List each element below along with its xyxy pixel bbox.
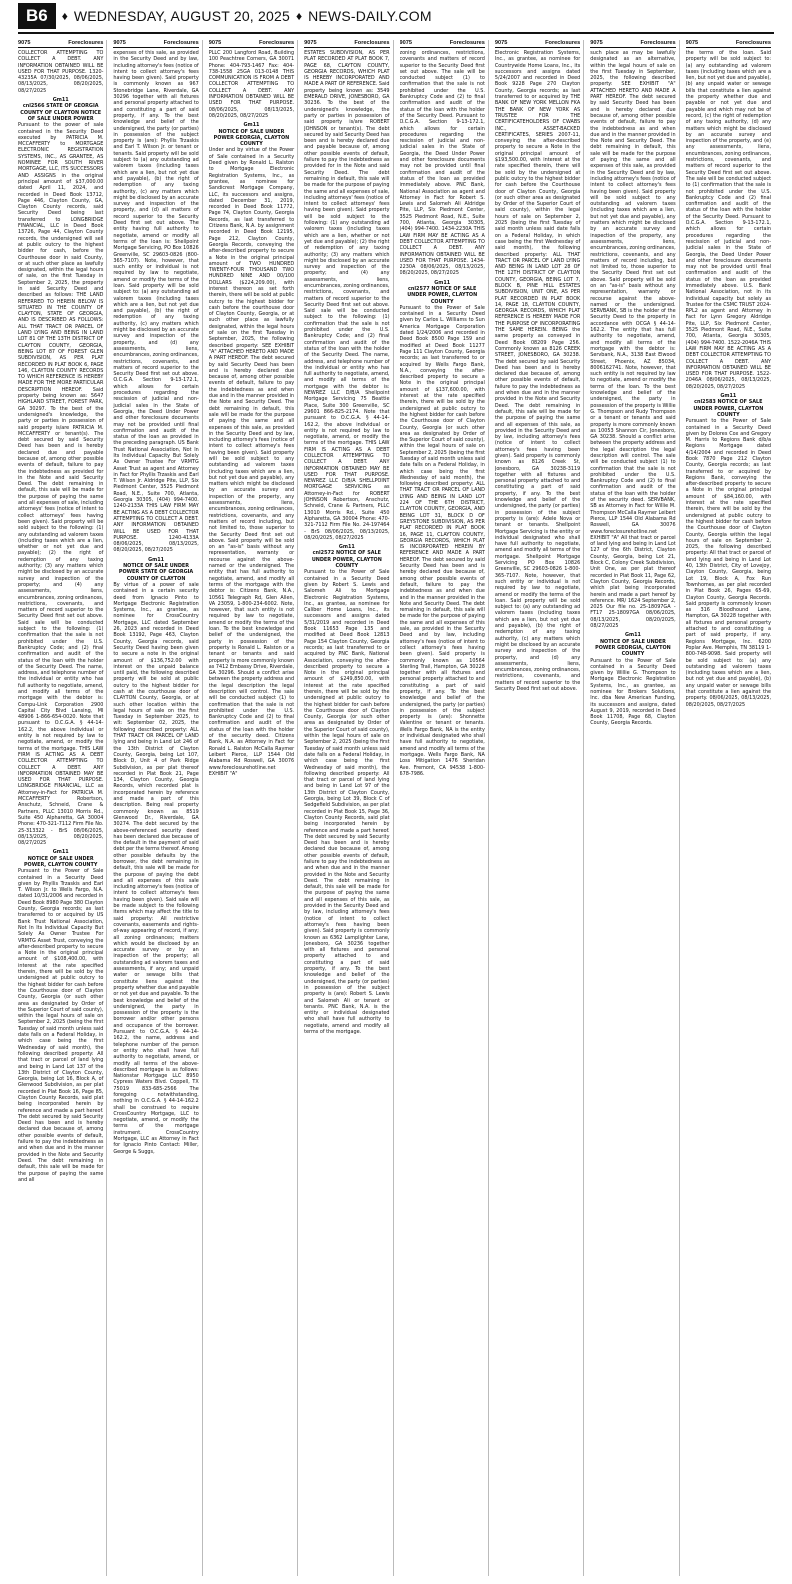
notice-id: Gm11 — [434, 279, 451, 286]
notice-text: PLLC 200 Langford Road, Building 100 Peachtree Corners, GA 30071 Phone: 404-793-1467 Fax: 404-738-1558 25GA 013-0148 THIS COMMUNICATION IS FROM A DEBT COLLECTOR ATTEMPTING TO COLLECT A DEBT. ANY INFORMATION OBTAINED WILL BE USED FOR THAT PURPOSE. 08/06/2025, 08/13/2025, 08/20/2025, 08/27/2025 — [208, 50, 295, 119]
classification-code: 9075 — [304, 40, 317, 46]
classification-code: 9075 — [208, 40, 222, 46]
column-body — [304, 50, 389, 1035]
notice-text: expenses of this sale, as provided in the Security Deed and by law, including attorney's fees (notice of intent to collect attorney's fees having been given). Said property is commonly known as 967 Stonebridge Lane, Riverdale, GA 30296 together with all fixtures and personal property attached to and constituting a part of said property, if any. To the best knowledge and belief of the undersigned, the party (or parties) in possession of the subject property is (are): Phyllis Trzaskis and Earl T. Wilson Jr. or tenant or tenants. Said property will be sold subject to (a) any outstanding ad valorem taxes (including taxes which are a lien, but not yet due and payable), (b) the right of redemption of any taxing authority, (c) any matters which might be disclosed by an accurate survey and inspection of the property, and (d) all matters of record superior to the Security Deed first set out above. The entity having full authority to negotiate, amend or modify all terms of the loan is: Shellpoint Mortgage Servicing, PO Box 10826 Greenville, SC 29603-0826 (800-365-7107). Note, however, that such entity or individual is not required by law to negotiate, amend or modify the terms of the loan. Said property will be sold subject to: (a) any outstanding ad valorem taxes (including taxes which are a lien, but not yet due and payable), (b) the right of redemption of any taxing authority, (c) any matters which might be disclosed by an accurate survey and inspection of the property, and (d) any assessments, liens, encumbrances, zoning ordinances, restrictions, covenants, and matters of record superior to the Security Deed first set out above. O.C.G.A. Section 9-13-172.1, which allows for certain procedures regarding the rescission of judicial and non-judicial sales in the State of Georgia, the Deed Under Power and other foreclosure documents may not be provided until final confirmation and audit of the status of the loan as provided in the preceding paragraph. US Bank Trust National Association, Not In Its Individual Capacity But Solely As Owner Trustee For VRMTG Asset Trust as agent and Attorney in Fact for Phyllis Trzaskis and Earl T. Wilson Jr. Aldridge Pite, LLP, Six Piedmont Center, 3525 Piedmont Road, N.E., Suite 700, Atlanta, Georgia 30305, (404) 994-7400. 1240-2133A THIS LAW FIRM MAY BE ACTING AS A DEBT COLLECTOR ATTEMPTING TO COLLECT A DEBT. ANY INFORMATION OBTAINED WILL BE USED FOR THAT PURPOSE. 1240-4133A 08/06/2025, 08/13/2025, 08/20/2025, 08/27/2025 — [113, 50, 199, 554]
classification-code: 9075 — [113, 40, 126, 46]
diamond-icon: ♦ — [295, 9, 303, 23]
notice-id: Gm11 — [148, 556, 165, 563]
legal-notice — [400, 50, 485, 277]
legal-notice — [18, 50, 103, 94]
dateline-site: NEWS-DAILY.COM — [308, 8, 432, 24]
notice-text: zoning ordinances, restrictions, covenants and matters of record superior to the Security Deed first set out above. The sale will be conducted subject (1) to confirmation that the sale is not prohibited under the U.S. Bankruptcy Code and (2) to final confirmation and audit of the status of the loan with the holder of the Security Deed. Pursuant to O.C.G.A. Section 9-13-172.1, which allows for certain procedures regarding the rescission of judicial and non-judicial sales in the State of Georgia, the Deed Under Power and other foreclosure documents may not be provided until final confirmation and audit of the status of the loan as provided immediately above. PNC Bank, National Association as agent and Attorney in Fact for Robert S. Lewis and Salomeh Ali Aldridge Pite, LLP, Six Piedmont Center, 3525 Piedmont Road, N.E., Suite 700, Atlanta, Georgia 30305, (404) 994-7400. 1434-2230A THIS LAW FIRM MAY BE ACTING AS A DEBT COLLECTOR ATTEMPTING TO COLLECT A DEBT. ANY INFORMATION OBTAINED WILL BE USED FOR THAT PURPOSE. 1434-2230A 08/06/2025, 08/13/2025, 08/20/2025, 08/27/2025 — [399, 50, 485, 277]
masthead — [0, 0, 792, 32]
legal-notice — [495, 50, 580, 692]
legal-notice — [304, 50, 389, 541]
classification-label: Foreclosures — [163, 40, 199, 46]
column-body — [495, 50, 580, 692]
notice-text: Under and by virtue of the Power of Sale contained in a Security Deed given by Ronald L. Ralston to Mortgage Electronic Registration Systems, Inc., as grantee, as nominee for Sandicrest Mortgage Company, LLC, its successors and assigns, dated December 31, 2019, recorded in Deed Book 11772, Page 74, Clayton County, Georgia Records, as last transferred to Citizens Bank, N.A. by assignment recorded in Deed Book 12195, Page 212, Clayton County, Georgia Records, conveying the after-described property to secure a Note in the original principal amount of TWO HUNDRED TWENTY-FOUR THOUSAND TWO HUNDRED NINE AND 00/100 DOLLARS ($224,209.00), with interest thereon as set forth therein, there will be sold at public outcry to the highest bidder for cash before the courthouse door of Clayton County, Georgia, or at such other place as lawfully designated, within the legal hours of sale on the first Tuesday in September, 2025, the following described property: SEE EXHIBIT "A" ATTACHED HERETO AND MADE A PART HEREOF. The debt secured by said Security Deed has been and is hereby declared due because of, among other possible events of default, failure to pay the indebtedness as and when due and in the manner provided in the Note and Security Deed. The debt remaining in default, this sale will be made for the purpose of paying the same and all expenses of this sale, as provided in the Security Deed and by law, including attorney's fees (notice of intent to collect attorney's fees having been given). Said property will be sold subject to any outstanding ad valorem taxes (including taxes which are a lien, but not yet due and payable), any matters which might be disclosed by an accurate survey and inspection of the property, any assessments, liens, encumbrances, zoning ordinances, restrictions, covenants, and any matters of record including, but not limited to, those superior to the Security Deed first set out above. Said property will be sold on an "as-is" basis without any representation, warranty or recourse against the above-named or the undersigned. The entity that has full authority to negotiate, amend, and modify all terms of the mortgage with the debtor is: Citizens Bank, N.A., 10561 Telegraph Rd, Glen Allen, VA 23059, 1-800-234-6002. Note, however, that such entity is not required by law to negotiate, amend or modify the terms of the loan. To the best knowledge and belief of the undersigned, the party in possession of the property is Ronald L. Ralston or a tenant or tenants and said property is more commonly known as 7412 Embassy Drive, Riverdale, GA 30296. Should a conflict arise between the property address and the legal description the legal description will control. The sale will be conducted subject (1) to confirmation that the sale is not prohibited under the U.S. Bankruptcy Code and (2) to final confirmation and audit of the status of the loan with the holder of the security deed. Citizens Bank, N.A. as Attorney in Fact for Ronald L. Ralston McCalla Raymer Leibert Pierce, LLP 1544 Old Alabama Rd Roswell, GA 30076 www.foreclosurehotline.net EXHIBIT "A" — [208, 147, 295, 777]
notice-column — [209, 40, 298, 1576]
notice-text: Pursuant to the Power of Sale contained in a Security Deed given by Carlos L. Williams to Sun America Mortgage Corporation dated 1/24/2006 and recorded in Deed Book 8500 Page 159 and modified at Deed Book 11277 Page 111 Clayton County, Georgia records; as last transferred to or acquired by Wells Fargo Bank, N.A., conveying the after-described property to secure a Note in the original principal amount of $137,600.00, with interest at the rate specified therein, there will be sold by the undersigned at public outcry to the highest bidder for cash before the Courthouse door of Clayton County, Georgia (or such other area as designated by Order of the Superior Court of said county), within the legal hours of sale on September 2, 2025 (being the first Tuesday of said month unless said date falls on a Federal Holiday, in which case being the first Wednesday of said month), the following described property: ALL THAT TRACT OR PARCEL OF LAND LYING AND BEING IN LAND LOT 224 OF THE 6TH DISTRICT, CLAYTON COUNTY, GEORGIA, AND BEING LOT 31, BLOCK D OF GREYSTONE SUBDIVISION, AS PER PLAT RECORDED IN PLAT BOOK 16, PAGE 11, CLAYTON COUNTY, GEORGIA RECORDS, WHICH PLAT IS INCORPORATED HEREIN BY REFERENCE AND MADE A PART HEREOF. The debt secured by said Security Deed has been and is hereby declared due because of, among other possible events of default, failure to pay the indebtedness as and when due and in the manner provided in the Note and Security Deed. The debt remaining in default, this sale will be made for the purpose of paying the same and all expenses of this sale, as provided in the Security Deed and by law, including attorney's fees (notice of intent to collect attorney's fees having been given). Said property is commonly known as 10564 Sterling Trail, Hampton, GA 30228 together with all fixtures and personal property attached to and constituting a part of said property, if any. To the best knowledge and belief of the undersigned, the party (or parties) in possession of the subject property is (are): Shonnette Valentine or tenant or tenants. Wells Fargo Bank, NA is the entity or individual designated who shall have full authority to negotiate, amend and modify all terms of the mortgage. Wells Fargo Bank, NA Loss Mitigation 1476 Sheridan Ave. Fremont, CA 94538 1-800-678-7986. — [399, 304, 485, 777]
classification-code: 9075 — [399, 40, 412, 46]
notice-text: Pursuant to the Power of Sale contained in a Security Deed given by Phyllis Trzaskis and Earl T. Wilson Jr. to Wells Fargo, N.A. dated 10/31/2006 and recorded in Deed Book 8980 Page 380 Clayton County, Georgia records; as last transferred to or acquired by US Bank Trust National Association, Not In Its Individual Capacity But Solely As Owner Trustee For VRMTG Asset Trust, conveying the after-described property to secure a Note in the original principal amount of $108,400.00, with interest at the rate specified therein, there will be sold by the undersigned at public outcry to the highest bidder for cash before the Courthouse door of Clayton County, Georgia (or such other area as designated by Order of the Superior Court of said county), within the legal hours of sale on September 2, 2025 (being the first Tuesday of said month unless said date falls on a Federal Holiday, in which case being the first Wednesday of said month), the following described property: All that tract or parcel of land lying and being in Land Lot 137 of the 13th District of Clayton County, Georgia, being Lot 16, Block A, of Glenwood Subdivision, as per plat recorded in Plat Book 16, Page 85, Clayton County Records, said plat being incorporated herein by reference and made a part hereof. The debt secured by said Security Deed has been and is hereby declared due because of, among other possible events of default, failure to pay the indebtedness as and when due and in the manner provided in the Note and Security Deed. The debt remaining in default, this sale will be made for the purpose of paying the same and all — [18, 868, 104, 1183]
masthead-rule — [18, 32, 774, 34]
column-header — [495, 40, 580, 48]
notice-column — [495, 40, 584, 1576]
legal-notice — [18, 849, 103, 1183]
notice-id: Gm11 — [624, 632, 641, 639]
classification-label: Foreclosures — [258, 40, 295, 46]
classification-label: Foreclosures — [545, 40, 581, 46]
notice-text: Pursuant to the Power of Sale contained in a Security Deed given by Dolores Cox and Gregory M. Harris to Regions Bank d/b/a Regions Mortgage dated 4/14/2004 and recorded in Deed Book 7870 Page 212 Clayton County, Georgia records; as last transferred to or acquired by Regions Bank, conveying the after-described property to secure a Note in the original principal amount of $84,160.00, with interest at the rate specified therein, there will be sold by the undersigned at public outcry to the highest bidder for cash before the Courthouse door of Clayton County, Georgia within the legal hours of sale on September 2, 2025, the following described property: All that tract or parcel of land lying and being in Land Lot 40, 13th District, City of Lovejoy, Clayton County, Georgia, being Lot 19, Block A, Fox Run Townhomes, as per plat recorded in Plat Book 26, Pages 65-69, Clayton County, Georgia Records. Said property is commonly known as 316 Bloodhound Lane, Hampton, GA 30228 together with all fixtures and personal property attached to and constituting a part of said property, if any. Regions Mortgage, Inc. 6200 Poplar Ave. Memphis, TN 38119 1-800-748-9098. Said property will be sold subject to: (a) any outstanding ad valorem taxes (including taxes which are a lien, but not yet due and payable), (b) any unpaid water or sewage bills that constitute a lien against the property. 08/06/2025, 08/13/2025, 08/20/2025, 08/27/2025 — [685, 418, 771, 708]
classification-label: Foreclosures — [640, 40, 676, 46]
notice-text: the terms of the loan. Said property will be sold subject to: (a) any outstanding ad valorem taxes (including taxes which are a lien, but not yet due and payable), (b) any unpaid water or sewage bills that constitute a lien against the property whether due and payable or not yet due and payable and which may not be of record, (c) the right of redemption of any taxing authority, (d) any matters which might be disclosed by an accurate survey and inspection of the property, and (e) any assessments, liens, encumbrances, zoning ordinances, restrictions, covenants, and matters of record superior to the Security Deed first set out above. The sale will be conducted subject to (1) confirmation that the sale is not prohibited under the U.S. Bankruptcy Code and (2) final confirmation and audit of the status of the loan with the holder of the Security Deed. Pursuant to O.C.G.A. Section 9-13-172.1, which allows for certain procedures regarding the rescission of judicial and non-judicial sales in the State of Georgia, the Deed Under Power and other foreclosure documents may not be provided until final confirmation and audit of the status of the loan as provided immediately above. U.S. Bank National Association, not in its individual capacity but solely as Trustee for the CSMC TRUST 2024-RPL2 as agent and Attorney in Fact for Lynn Gregory Aldridge Pite, LLP, Six Piedmont Center, 3525 Piedmont Road, N.E., Suite 700, Atlanta, Georgia 30305, (404) 994-7400. 1522-2046A THIS LAW FIRM MAY BE ACTING AS A DEBT COLLECTOR ATTEMPTING TO COLLECT A DEBT. ANY INFORMATION OBTAINED WILL BE USED FOR THAT PURPOSE. 1522-2046A 08/06/2025, 08/13/2025, 08/20/2025, 08/27/2025 — [685, 50, 772, 390]
classification-code: 9075 — [18, 40, 31, 46]
notice-text: Pursuant to the power of sale contained in the Security Deed executed by PATRICIA M. MCCAFFERTY to MORTGAGE ELECTRONIC REGISTRATION SYSTEMS, INC., AS GRANTEE, AS NOMINEE FOR SOUTH RIVER MORTGAGE, LLC, ITS SUCCESSORS AND ASSIGNS in the original principal amount of $37,000.00 dated April 11, 2024, and recorded in Deed Book 13712, Page 446, Clayton County, GA, Clayton County records, said Security Deed being last transferred to LONGBRIDGE FINANCIAL, LLC in Deed Book 13726, Page 44, Clayton County records, the undersigned will sell at public outcry to the highest bidder for cash, before the Courthouse door in said County, or at such other place as lawfully designated, within the legal hours of sale, on the first Tuesday in September 2, 2025, the property in said Security Deed and described as follows: THE LAND REFERRED TO HEREIN BELOW IS SITUATED IN THE COUNTY OF CLAYTON, STATE OF GEORGIA, AND IS DESCRIBED AS FOLLOWS: ALL THAT TRACT OR PARCEL OF LAND LYING AND BEING IN LAND LOT 81 OF THE 13TH DISTRICT OF CLAYTON COUNTY, GEORGIA, BEING LOT 87 OF FOREST GLEN SUBDIVISION, AS PER PLAT RECORDED IN PLAT BOOK 6, PAGE 146, CLAYTON COUNTY RECORDS TO WHICH REFERENCE IS HEREBY MADE FOR THE MORE PARTICULAR DESCRIPTION HEREOF. Said property being known as: 5647 HIGHLAND STREET, FOREST PARK, GA 30297. To the best of the undersigned's knowledge, the party or parties in possession of said property is/are PATRICIA M. MCCAFFERTY or tenant(s). The debt secured by said Security Deed has been and is hereby declared due and payable because of, among other possible events of default, failure to pay the indebtedness as provided for in the Note and said Security Deed. The debt remaining in default, this sale will be made for the purpose of paying the same and all expenses of sale, including attorneys' fees (notice of intent to collect attorneys' fees having been given). Said property will be sold subject to the following: (1) any outstanding ad valorem taxes (including taxes which are a lien, whether or not yet due and payable); (2) the right of redemption of any taxing authority; (3) any matters which might be disclosed by an accurate survey and inspection of the property; and (4) any assessments, liens, encumbrances, zoning ordinances, restrictions, covenants, and matters of record superior to the Security Deed first set out above. Said sale will be conducted subject to the following: (1) confirmation that the sale is not prohibited under the U.S. Bankruptcy Code; and (2) final confirmation and audit of the status of the loan with the holder of the Security Deed. The name, address, and telephone number of the individual or entity who has full authority to negotiate, amend, and modify all terms of the mortgage with the debtor is: Compu-Link Corporation 2900 Capital City Blvd Lansing, MI 48906 1-866-654-0020. Note that pursuant to O.C.G.A. § 44-14-162.2, the above individual or entity is not required by law to negotiate, amend, or modify the terms of the mortgage. THIS LAW FIRM IS ACTING AS A DEBT COLLECTOR ATTEMPTING TO COLLECT A DEBT. ANY INFORMATION OBTAINED MAY BE USED FOR THAT PURPOSE. LONGBRIDGE FINANCIAL, LLC as Attorney-in-Fact for PATRICIA M. MCCAFFERTY Robertson, Anschutz, Schneid, Crane & Partners, PLLC 13010 Morris Rd., Suite 450 Alpharetta, GA 30004 Phone: 470-321-7112 Firm File No. 25-313322 - BrS 08/06/2025, 08/13/2025, 08/20/2025, 08/27/2025 — [18, 122, 104, 847]
legal-notice — [113, 557, 198, 1155]
notice-text: ESTATES SUBDIVISION, AS PER PLAT RECORDED AT PLAT BOOK 7, PAGE 68, CLAYTON COUNTY, GEORGIA RECORDS, WHICH PLAT IS HEREBY INCORPORATED AND MADE A PART OF REFERENCE. Said property being known as: 3549 EMERALD DRIVE, JONESBORO, GA 30236. To the best of the undersigned's knowledge, the party or parties in possession of said property is/are ROBERT JOHNSON or tenant(s). The debt secured by said Security Deed has been and is hereby declared due and payable because of, among other possible events of default, failure to pay the indebtedness as provided for in the Note and said Security Deed. The debt remaining in default, this sale will be made for the purpose of paying the same and all expenses of sale, including attorneys' fees (notice of intent to collect attorneys' fees having been given). Said property will be sold subject to the following: (1) any outstanding ad valorem taxes (including taxes which are a lien, whether or not yet due and payable); (2) the right of redemption of any taxing authority; (3) any matters which might be disclosed by an accurate survey and inspection of the property; and (4) any assessments, liens, encumbrances, zoning ordinances, restrictions, covenants, and matters of record superior to the Security Deed first set out above. Said sale will be conducted subject to the following: (1) confirmation that the sale is not prohibited under the U.S. Bankruptcy Code; and (2) final confirmation and audit of the status of the loan with the holder of the Security Deed. The name, address, and telephone number of the individual or entity who has full authority to negotiate, amend, and modify all terms of the mortgage with the debtor is: NEWREZ LLC D/B/A Shellpoint Mortgage Servicing 75 Beattie Place, Suite 300 Greenville, SC 29601 866-825-2174. Note that pursuant to O.C.G.A. § 44-14-162.2, the above individual or entity is not required by law to negotiate, amend, or modify the terms of the mortgage. THIS LAW FIRM IS ACTING AS A DEBT COLLECTOR ATTEMPTING TO COLLECT A DEBT. ANY INFORMATION OBTAINED MAY BE USED FOR THAT PURPOSE. NEWREZ LLC D/B/A SHELLPOINT MORTGAGE SERVICING as Attorney-in-Fact for ROBERT JOHNSON Robertson, Anschutz, Schneid, Crane & Partners, PLLC 13010 Morris Rd., Suite 450 Alpharetta, GA 30004 Phone: 470-321-7112 Firm File No. 24-197464 - BrS 08/06/2025, 08/13/2025, 08/20/2025, 08/27/2025 — [304, 50, 390, 541]
legal-notices-columns — [18, 40, 774, 1576]
notice-column — [18, 40, 107, 1576]
legal-notice — [400, 280, 485, 777]
notice-text: Pursuant to the Power of Sale contained in a Security Deed given by Robert S. Lewis and Salomeh Ali to Mortgage Electronic Registration Systems, Inc., as grantee, as nominee for Caliber Home Loans, Inc., its successors and assigns dated 5/31/2019 and recorded in Deed Book 11653 Page 135 and modified at Deed Book 12813 Page 154 Clayton County, Georgia records; as last transferred to or acquired by PNC Bank, National Association, conveying the after-described property to secure a Note in the original principal amount of $249,850.00, with interest at the rate specified therein, there will be sold by the undersigned at public outcry to the highest bidder for cash before the Courthouse door of Clayton County, Georgia (or such other area as designated by Order of the Superior Court of said county), within the legal hours of sale on September 2, 2025 (being the first Tuesday of said month unless said date falls on a Federal Holiday, in which case being the first Wednesday of said month), the following described property: All that tract or parcel of land lying and being in Land Lot 97 of the 13th District of Clayton County, Georgia, being Lot 39, Block C of Sedgefield Subdivision, as per plat recorded in Plat Book 15, Page 36, Clayton County Records, said plat being incorporated herein by reference and made a part hereof. The debt secured by said Security Deed has been and is hereby declared due because of, among other possible events of default, failure to pay the indebtedness as and when due and in the manner provided in the Note and Security Deed. The debt remaining in default, this sale will be made for the purpose of paying the same and all expenses of this sale, as provided in the Security Deed and by law, including attorney's fees (notice of intent to collect attorney's fees having been given). Said property is commonly known as 6362 Lamplighter Lane, Jonesboro, GA 30236 together with all fixtures and personal property attached to and constituting a part of said property, if any. To the best knowledge and belief of the undersigned, the party (or parties) in possession of the subject property is (are): Robert S. Lewis and Salomeh Ali or tenant or tenants. PNC Bank, N.A. is the entity or individual designated who shall have full authority to negotiate, amend and modify all terms of the mortgage. — [304, 569, 390, 1036]
legal-notice — [686, 50, 771, 390]
notice-text: Pursuant to the Power of Sale contained in a Security Deed given by Willie G. Thompson to Mortgage Electronic Registration Systems, Inc., as grantee, as nominee for Brokers Solutions, Inc. dba New American Funding, its successors and assigns, dated August 9, 2019, recorded in Deed Book 11708, Page 68, Clayton County, Georgia Records. — [590, 657, 676, 727]
notice-title: cnl2566 STATE OF GEORGIA COUNTY OF CLAYTON NOTICE OF SALE UNDER POWER — [20, 103, 102, 122]
column-body — [18, 50, 103, 1183]
notice-id: Gm11 — [52, 97, 69, 104]
classification-label: Foreclosures — [735, 40, 771, 46]
column-header — [304, 40, 389, 48]
notice-id: Gm11 — [243, 122, 260, 129]
notice-title: NOTICE OF SALE UNDER POWER STATE OF GEORGIA COUNTY OF CLAYTON — [118, 563, 194, 582]
notice-title: cnl2577 NOTICE OF SALE UNDER POWER, CLAYTON COUNTY — [407, 285, 478, 305]
notice-column — [304, 40, 393, 1576]
page-number: B6 — [18, 3, 56, 29]
notice-title: NOTICE OF SALE UNDER POWER GEORGIA, CLAYTON COUNTY — [595, 638, 671, 658]
notice-text: such place as may be lawfully designated as an alternative, within the legal hours of sale on the first Tuesday in September, 2025, the following described property: SEE EXHIBIT "A" ATTACHED HERETO AND MADE A PART HEREOF. The debt secured by said Security Deed has been and is hereby declared due because of, among other possible events of default, failure to pay the indebtedness as and when due and in the manner provided in the Note and Security Deed. The debt remaining in default, this sale will be made for the purpose of paying the same and all expenses of this sale, as provided in the Security Deed and by law, including attorney's fees (notice of intent to collect attorney's fees having been given). Said property will be sold subject to any outstanding ad valorem taxes (including taxes which are a lien, but not yet due and payable), any matters which might be disclosed by an accurate survey and inspection of the property, any assessments, liens, encumbrances, zoning ordinances, restrictions, covenants, and any matters of record including, but not limited to, those superior to the Security Deed first set out above. Said property will be sold on an "as-is" basis without any representation, warranty or recourse against the above-named or the undersigned. SERVBANK, SB is the holder of the Security Deed to the property in accordance with OCGA § 44-14-162.2. The entity that has full authority to negotiate, amend, and modify all terms of the mortgage with the debtor is: Servbank, N.A., 3138 East Elwood Street, Phoenix, AZ 85034, 8006162741. Note, however, that such entity is not required by law to negotiate, amend or modify the terms of the loan. To the best knowledge and belief of the undersigned, the party in possession of the property is Willie G. Thompson and Rudy Thompson or a tenant or tenants and said property is more commonly known as 10053 Shannon Cir, Jonesboro, GA 30238. Should a conflict arise between the property address and the legal description the legal description will control. The sale will be conducted subject (1) to confirmation that the sale is not prohibited under the U.S. Bankruptcy Code and (2) to final confirmation and audit of the status of the loan with the holder of the security deed. SERVBANK, SB as Attorney in Fact for Willie M. Thompson McCalla Raymer Leibert Pierce, LLP 1544 Old Alabama Rd Roswell, GA 30076 www.foreclosurehotline.net EXHIBIT "A" All that tract or parcel of land lying and being in Land Lot 127 of the 6th District, Clayton County, Georgia, being Lot 21, Block C, Colony Creek Subdivision, Unit One, as per plat thereof recorded in Plat Book 11, Page 62, Clayton County, Georgia Records, which plat being incorporated herein and made a part hereof by reference. MR/ 1624 September 2, 2025 Our file no. 25-18097GA - FT17 25-18097GA 08/06/2025, 08/13/2025, 08/20/2025, 08/27/2025 — [590, 50, 676, 630]
classification-code: 9075 — [590, 40, 603, 46]
legal-notice — [209, 122, 294, 777]
column-body — [113, 50, 198, 1155]
legal-notice — [113, 50, 198, 554]
notice-column — [113, 40, 202, 1576]
dateline-date: WEDNESDAY, AUGUST 20, 2025 — [73, 8, 290, 24]
notice-text: COLLECTOR ATTEMPTING TO COLLECT A DEBT. ANY INFORMATION OBTAINED WILL BE USED FOR THAT PURPOSE. 1320-43235A 07/30/2025, 08/06/2025, 08/13/2025, 08/20/2025, 08/27/2025 — [18, 50, 104, 94]
column-header — [686, 40, 771, 48]
notice-title: cnl2572 NOTICE OF SALE UNDER POWER, CLAYTON COUNTY — [311, 550, 382, 570]
notice-title: cnl2583 NOTICE OF SALE UNDER POWER, CLAYTON COUNTY — [693, 399, 764, 418]
diamond-icon: ♦ — [61, 9, 68, 23]
classification-label: Foreclosures — [449, 40, 485, 46]
classification-label: Foreclosures — [68, 40, 104, 46]
column-body — [686, 50, 771, 708]
legal-notice — [304, 544, 389, 1035]
column-body — [209, 50, 294, 777]
notice-id: Gm11 — [338, 544, 355, 551]
notice-column — [400, 40, 489, 1576]
notice-id: Gm11 — [52, 849, 69, 856]
column-body — [400, 50, 485, 777]
column-header — [209, 40, 294, 48]
notice-title: NOTICE OF SALE UNDER POWER, CLAYTON COUNTY — [23, 855, 98, 868]
legal-notice — [209, 50, 294, 119]
column-header — [400, 40, 485, 48]
legal-notice — [18, 97, 103, 846]
notice-column — [590, 40, 679, 1576]
notice-text: Electronic Registration Systems, Inc., as grantee, as nominee for Countrywide Home Loans, Inc., its successors and assigns dated 5/24/2007 and recorded in Deed Book 9228 Page 270 Clayton County, Georgia records; as last transferred to or acquired by THE BANK OF NEW YORK MELLON FKA THE BANK OF NEW YORK AS TRUSTEE FOR THE CERTIFICATEHOLDERS OF CWABS INC., ASSET-BACKED CERTIFICATES, SERIES 2007-11, conveying the after-described property to secure a Note in the original principal amount of $193,500.00, with interest at the rate specified therein, there will be sold by the undersigned at public outcry to the highest bidder for cash before the Courthouse door of Clayton County, Georgia (or such other area as designated by Order of the Superior Court of said county), within the legal hours of sale on September 2, 2025 (being the first Tuesday of said month unless said date falls on a Federal Holiday, in which case being the first Wednesday of said month), the following described property: ALL THAT TRACT OR PARCEL OF LAND LYING AND BEING IN LAND LOT 28 OF THE 12TH DISTRICT OF CLAYTON COUNTY, GEORGIA, BEING LOT 7, BLOCK B, PINE HILL ESTATES SUBDIVISION, UNIT ONE, AS PER PLAT RECORDED IN PLAT BOOK 14, PAGE 18, CLAYTON COUNTY, GEORGIA RECORDS, WHICH PLAT REFERENCE IS HEREBY MADE FOR THE PURPOSE OF INCORPORATING THE SAME HEREIN. BEING the same property as conveyed in Deed Book 08209 Page 256. Commonly known as 8126 CREEK STREET, JONESBORO, GA 30238. The debt secured by said Security Deed has been and is hereby declared due because of, among other possible events of default, failure to pay the indebtedness as and when due and in the manner provided in the Note and Security Deed. The debt remaining in default, this sale will be made for the purpose of paying the same and all expenses of this sale, as provided in the Security Deed and by law, including attorney's fees (notice of intent to collect attorney's fees having been given). Said property is commonly known as 8126 Creek St, Jonesboro, GA 30238-3119 together with all fixtures and personal property attached to and constituting a part of said property, if any. To the best knowledge and belief of the undersigned, the party (or parties) in possession of the subject property is (are): Adele Nova or tenant or tenants. Shellpoint Mortgage Servicing is the entity or individual designated who shall have full authority to negotiate, amend and modify all terms of the mortgage. Shellpoint Mortgage Servicing PO Box 10826 Greenville, SC 29603-0826 1-800-365-7107. Note, however, that such entity or individual is not required by law to negotiate, amend or modify the terms of the loan. Said property will be sold subject to: (a) any outstanding ad valorem taxes (including taxes which are a lien, but not yet due and payable), (b) the right of redemption of any taxing authority, (c) any matters which might be disclosed by an accurate survey and inspection of the property, and (d) any assessments, liens, encumbrances, zoning ordinances, restrictions, covenants, and matters of record superior to the Security Deed first set out above. — [494, 50, 581, 692]
column-header — [18, 40, 103, 48]
notice-title: NOTICE OF SALE UNDER POWER GEORGIA, CLAYTON COUNTY — [213, 128, 290, 148]
legal-notice — [686, 393, 771, 708]
column-header — [590, 40, 675, 48]
classification-code: 9075 — [494, 40, 508, 46]
classification-code: 9075 — [685, 40, 699, 46]
column-body — [590, 50, 675, 727]
notice-text: By virtue of a power of sale contained in a certain security deed from Ignacio Pinto to Mortgage Electronic Registration Systems, Inc., as grantee, as nominee for CrossCountry Mortgage, LLC dated September 26, 2023 and recorded in Deed Book 13192, Page 463, Clayton County, Georgia records, said Security Deed having been given to secure a note in the original amount of $136,752.00 with interest on the unpaid balance until paid, the following described property will be sold at public outcry to the highest bidder for cash at the courthouse door of CLAYTON County, Georgia, or at such other location within the legal hours of sale on the first Tuesday in September 2025, to wit: September 02, 2025, the following described property: ALL THAT TRACT OR PARCEL OF LAND lying and being in Land Lot 246 of the 13th District of Clayton County, Georgia, being Lot 107, Block D, Unit 4 of Park Ridge Subdivision, as per plat thereof recorded in Plat Book 21, Page 134, Clayton County, Georgia Records, which recorded plat is incorporated herein by reference and made a part of this description. Being real property commonly known as 8519 Glenwood Dr., Riverdale, GA 30274. The debt secured by the above-referenced security deed has been declared due because of the default in the payment of said debt per the terms thereof. Among other possible defaults by the borrower, the debt remaining in default, this sale will be made for the purpose of paying the debt and all expenses of this sale including attorney's fees (notice of intent to collect attorney's fees having been given). Said sale will be made subject to the following items which may affect the title to said property: All restrictive covenants, easements and rights-of-way appearing of record, if any; all zoning ordinances; matters which would be disclosed by an accurate survey or by an inspection of the property; all outstanding ad valorem taxes and assessments, if any; and unpaid water or sewage bills that constitute liens against the property whether due and payable or not yet due and payable. To the best knowledge and belief of the undersigned, the party in possession of the property is the borrower and/or other persons and occupance of the borrower. Pursuant to O.C.G.A. § 44-14-162.2, the name, address and telephone number of the person or entity who shall have full authority to negotiate, amend, or modify all terms of the above-described mortgage is as follows: Nationstar Mortgage LLC 8950 Cypress Waters Blvd. Coppell, TX 75019 833-685-2566 The foregoing notwithstanding, nothing in O.C.G.A. § 44-14-162.2 shall be construed to require CrossCountry Mortgage, LLC to negotiate, amend, or modify the terms of the mortgage instrument. CrossCountry Mortgage, LLC as Attorney in Fact for Ignacio Pinto Contact: Miller, George & Suggs, — [113, 581, 199, 1155]
classification-label: Foreclosures — [354, 40, 390, 46]
notice-column — [686, 40, 774, 1576]
legal-notice — [590, 50, 675, 629]
notice-id: Gm11 — [720, 393, 737, 400]
legal-notice — [590, 632, 675, 726]
column-header — [113, 40, 198, 48]
